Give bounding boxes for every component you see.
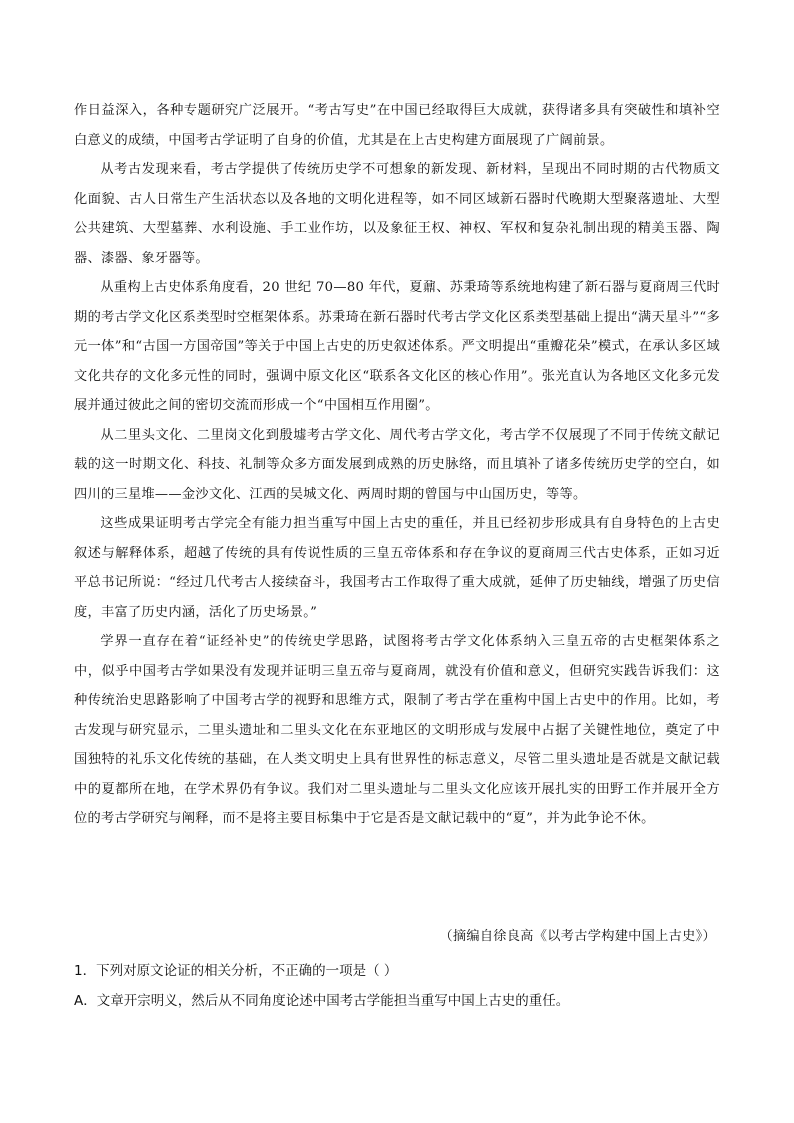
option-a[interactable]: A．文章开宗明义，然后从不同角度论述中国考古学能担当重写中国上古史的重任。: [74, 993, 570, 1009]
article-body: [74, 96, 720, 834]
question-stem: 1．下列对原文论证的相关分析，不正确的一项是（ ）: [74, 963, 398, 979]
paragraph-5: 这些成果证明考古学完全有能力担当重写中国上古史的重任，并且已经初步形成具有自身特色的上古史叙述与解释体系，超越了传统的具有传说性质的三皇五帝体系和存在争议的夏商周三代古史体系，正如习近平总书记所说：“经过几代考古人接续奋斗，我国考古工作取得了重大成就，延伸了历史轴线，增强了历史信度，丰富了历史内涵，活化了历史场景。”: [74, 516, 720, 620]
question-1: [74, 956, 720, 1016]
paragraph-1: 作日益深入，各种专题研究广泛展开。“考古写史”在中国已经取得巨大成就，获得诸多具有突破性和填补空白意义的成绩，中国考古学证明了自身的价值，尤其是在上古史构建方面展现了广阔前景。: [74, 103, 720, 148]
article-source: （摘编自徐良高《以考古学构建中国上古史》）: [439, 929, 716, 944]
paragraph-3: 从重构上古史体系角度看，20 世纪 70—80 年代，夏鼐、苏秉琦等系统地构建了新石器与夏商周三代时期的考古学文化区系类型时空框架体系。苏秉琦在新石器时代考古学文化区系类型基础上提出“满天星斗”“多元一体”和“古国一方国帝国”等关于中国上古史的历史叙述体系。严文明提出“重瓣花朵”模式，在承认多区域文化共存的文化多元性的同时，强调中原文化区“联系各文化区的核心作用”。张光直认为各地区文化多元发展并通过彼此之间的密切交流而形成一个“中国相互作用圈”。: [74, 280, 720, 413]
paragraph-4: 从二里头文化、二里岗文化到殷墟考古学文化、周代考古学文化，考古学不仅展现了不同于传统文献记载的这一时期文化、科技、礼制等众多方面发展到成熟的历史脉络，而且填补了诸多传统历史学的空白，如四川的三星堆——金沙文化、江西的吴城文化、两周时期的曾国与中山国历史，等等。: [74, 427, 720, 502]
paragraph-2: 从考古发现来看，考古学提供了传统历史学不可想象的新发现、新材料，呈现出不同时期的古代物质文化面貌、古人日常生产生活状态以及各地的文明化进程等，如不同区域新石器时代晚期大型聚落遗址、大型公共建筑、大型墓葬、水利设施、手工业作坊，以及象征王权、神权、军权和复杂礼制出现的精美玉器、陶器、漆器、象牙器等。: [74, 162, 720, 266]
paragraph-6: 学界一直存在着“证经补史”的传统史学思路，试图将考古学文化体系纳入三皇五帝的古史框架体系之中，似乎中国考古学如果没有发现并证明三皇五帝与夏商周，就没有价值和意义，但研究实践告诉我们：这种传统治史思路影响了中国考古学的视野和思维方式，限制了考古学在重构中国上古史中的作用。比如，考古发现与研究显示，二里头遗址和二里头文化在东亚地区的文明形成与发展中占据了关键性地位，奠定了中国独特的礼乐文化传统的基础，在人类文明史上具有世界性的标志意义，尽管二里头遗址是否就是文献记载中的夏都所在地，在学术界仍有争议。我们对二里头遗址与二里头文化应该开展扎实的田野工作并展开全方位的考古学研究与阐释，而不是将主要目标集中于它是否是文献记载中的“夏”，并为此争论不休。: [74, 634, 720, 826]
